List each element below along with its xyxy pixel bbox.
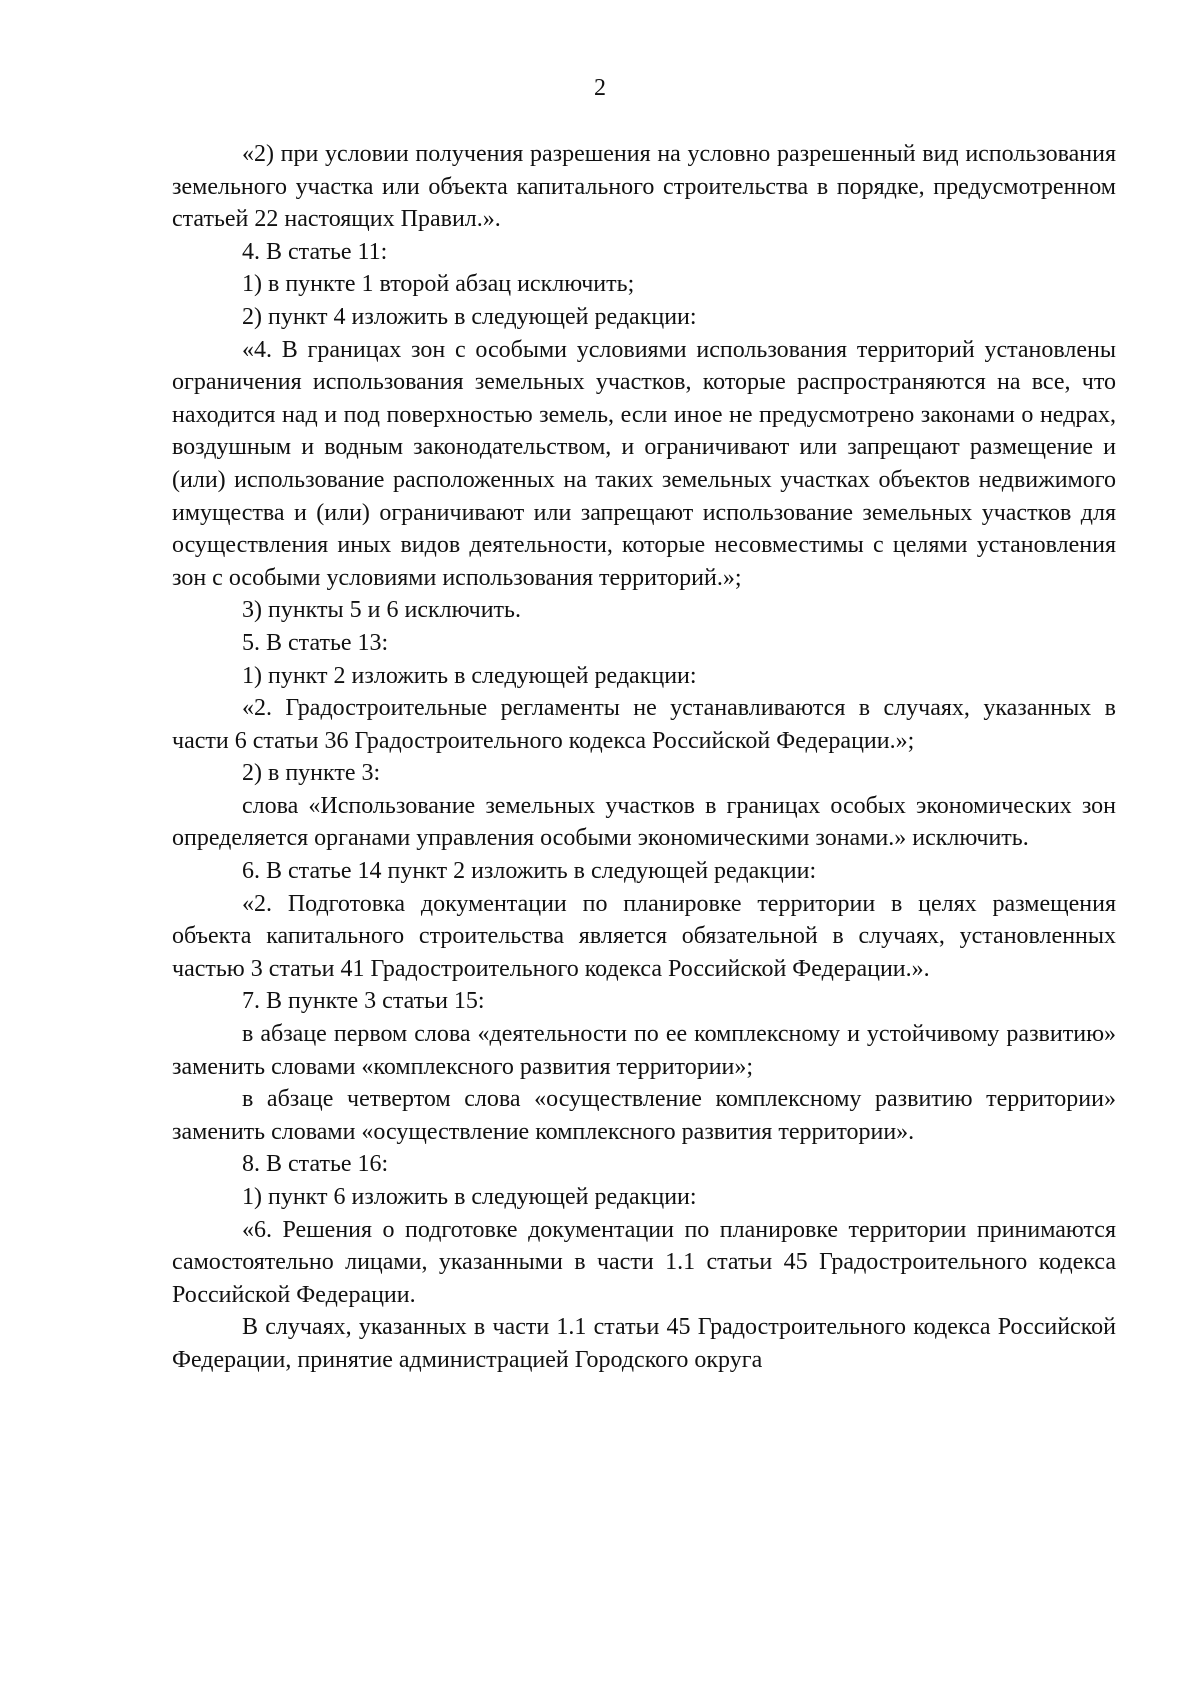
paragraph: «2. Градостроительные регламенты не устанавливаются в случаях, указанных в части 6 статьи 36 Градостроительного кодекса Российской Федерации.»;: [172, 695, 1116, 754]
paragraph: 7. В пункте 3 статьи 15:: [242, 988, 485, 1015]
paragraph: 1) пункт 2 изложить в следующей редакции:: [242, 662, 697, 689]
paragraph: В случаях, указанных в части 1.1 статьи 45 Градостроительного кодекса Российской Федерации, принятие администрацией Городского округа: [172, 1314, 1116, 1373]
paragraph: «6. Решения о подготовке документации по планировке территории принимаются самостоятельно лицами, указанными в части 1.1 статьи 45 Градостроительного кодекса Российской Федерации.: [172, 1216, 1116, 1308]
paragraph: 1) пункт 6 изложить в следующей редакции:: [242, 1184, 697, 1210]
paragraph: 5. В статье 13:: [242, 629, 389, 656]
paragraph: «4. В границах зон с особыми условиями использования территорий установлены ограничения использования земельных участков, которые распространяются на все, что находится над и под поверхностью земель, если иное не предусмотрено законами о недрах, воздушным и водным законодательством, и ограничивают или запрещают размещение и (или) использование расположенных на таких земельных участках объектов недвижимого имущества и (или) ограничивают или запрещают использование земельных участков для осуществления иных видов деятельности, которые несовместимы с целями установления зон с особыми условиями использования территорий.»;: [172, 336, 1116, 591]
paragraph: 2) в пункте 3:: [242, 760, 381, 787]
paragraph: «2) при условии получения разрешения на условно разрешенный вид использования земельного участка или объекта капитального строительства в порядке, предусмотренном статьей 22 настоящих Правил.».: [172, 141, 1116, 233]
document-body: [172, 138, 1116, 1377]
paragraph: 4. В статье 11:: [242, 238, 388, 265]
paragraph: 6. В статье 14 пункт 2 изложить в следующей редакции:: [242, 858, 817, 885]
page-number: 2: [594, 75, 606, 101]
paragraph: 3) пункты 5 и 6 исключить.: [242, 597, 521, 624]
paragraph: 1) в пункте 1 второй абзац исключить;: [242, 271, 635, 298]
paragraph: слова «Использование земельных участков в границах особых экономических зон определяется органами управления особыми экономическими зонами.» исключить.: [172, 792, 1116, 852]
paragraph: 2) пункт 4 изложить в следующей редакции:: [242, 303, 697, 330]
paragraph: 8. В статье 16:: [242, 1151, 389, 1178]
paragraph: в абзаце четвертом слова «осуществление комплексному развитию территории» заменить словами «осуществление комплексного развития территории».: [172, 1086, 1116, 1145]
paragraph: в абзаце первом слова «деятельности по ее комплексному и устойчивому развитию» заменить словами «комплексного развития территории»;: [172, 1021, 1116, 1080]
paragraph: «2. Подготовка документации по планировке территории в целях размещения объекта капитального строительства является обязательной в случаях, установленных частью 3 статьи 41 Градостроительного кодекса Российской Федерации.».: [172, 890, 1116, 982]
